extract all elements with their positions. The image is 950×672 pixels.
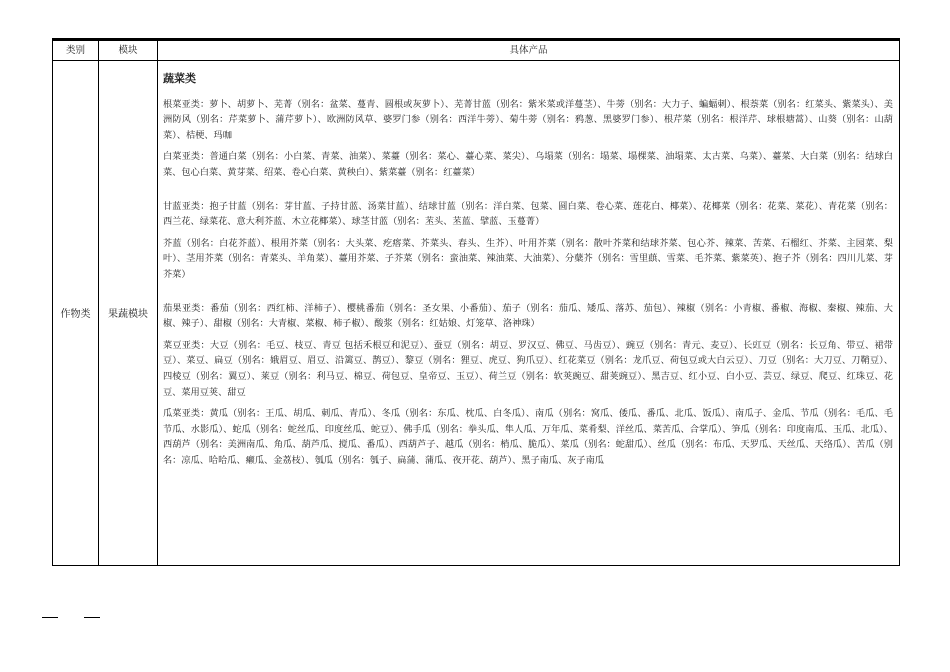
- module-cell: 果蔬模块: [108, 309, 148, 320]
- paragraph-legumes: 菜豆亚类：大豆（别名：毛豆、枝豆、青豆 包括禾根豆和泥豆）、蚕豆（别名：胡豆、罗汉豆、佛豆、马齿豆）、豌豆（别名：青元、麦豆）、长豇豆（别名：长豆角、带豆、裙带豆）、菜豆、扁豆（别名：娥眉豆、眉豆、沿篱豆、鹊豆）、黎豆（别名：狸豆、虎豆、狗爪豆）、红花菜豆（别名：龙爪豆、荷包豆或大白云豆）、刀豆（别名：大刀豆、刀鞘豆）、四棱豆（别名：翼豆）、莱豆（别名：利马豆、棉豆、荷包豆、皇帝豆、玉豆）、荷兰豆（别名：软荚豌豆、甜荚豌豆）、黑吉豆、红小豆、白小豆、芸豆、绿豆、爬豆、红珠豆、花豆、菜用豆荚、甜豆: [163, 339, 893, 398]
- footer-dash: [42, 617, 58, 618]
- paragraph-cabbage: 甘蓝亚类：抱子甘蓝（别名：芽甘蓝、子持甘蓝、汤菜甘蓝）、结球甘蓝（别名：洋白菜、包菜、圆白菜、卷心菜、莲花白、椰菜）、花椰菜（别名：花菜、菜花）、青花菜（别名：西兰花、绿菜花、意大利芥蓝、木立花椰菜）、球茎甘蓝（别名：苤头、苤蓝、擘蓝、玉蔓菁）: [163, 200, 893, 228]
- header-divider: [53, 60, 899, 61]
- footer-dash: [84, 617, 100, 618]
- products-cell: [163, 63, 893, 474]
- category-cell: 作物类: [60, 309, 91, 320]
- header-category: 类别: [65, 45, 85, 56]
- header-module: 模块: [118, 45, 138, 56]
- paragraph-root-vegetables: 根菜亚类：萝卜、胡萝卜、芜菁（别名：盆菜、蔓青、圆根或灰萝卜）、芜菁甘蓝（别名：紫米菜或洋蔓茎）、牛蒡（别名：大力子、蝙蝠刺）、根萘菜（别名：红菜头、紫菜头）、美洲防风（别名：芹菜萝卜、蒲芹萝卜）、欧洲防风草、婆罗门参（别名：西洋牛蒡）、菊牛蒡（别名：鸦葱、黑婆罗门参）、根芹菜（别名：根洋芹、球根塘蒿）、山葵（别名：山葫菜）、桔梗、玛咖: [163, 98, 893, 141]
- paragraph-mustard: 芥蓝（别名：白花芥蓝）、根用芥菜（别名：大头菜、疙瘩菜、芥菜头、春头、生芥）、叶用芥菜（别名：散叶芥菜和结球芥菜、包心芥、辣菜、苦菜、石榴红、芥菜、主园菜、梨叶）、茎用芥菜（别名：青菜头、羊角菜）、薹用芥菜、子芥菜（别名：蛮油菜、辣油菜、大油菜）、分蘖芥（别名：雪里蕻、雪菜、毛芥菜、紫菜英）、抱子芥（别名：四川儿菜、芽芥菜）: [163, 237, 893, 280]
- paragraph-chinese-cabbage: 白菜亚类：普通白菜（别名：小白菜、青菜、油菜）、菜薹（别名：菜心、薹心菜、菜尖）、乌塌菜（别名：塌菜、塌棵菜、油塌菜、太古菜、乌菜）、薹菜、大白菜（别名：结球白菜、包心白菜、黄芽菜、绍菜、卷心白菜、黄秧白）、紫菜薹（别名：红薹菜）: [163, 151, 893, 178]
- paragraph-cucurbits: 瓜菜亚类：黄瓜（别名：王瓜、胡瓜、刺瓜、青瓜）、冬瓜（别名：东瓜、枕瓜、白冬瓜）、南瓜（别名：窝瓜、倭瓜、番瓜、北瓜、饭瓜）、南瓜子、金瓜、节瓜（别名：毛瓜、毛节瓜、水影瓜）、蛇瓜（别名：蛇丝瓜、印度丝瓜、蛇豆）、佛手瓜（别名：拳头瓜、隼人瓜、万年瓜、菜肴梨、洋丝瓜、菜苦瓜、合掌瓜）、笋瓜（别名：印度南瓜、玉瓜、北瓜）、西葫芦（别名：美洲南瓜、角瓜、葫芦瓜、搅瓜、番瓜）、西葫芦子、越瓜（别名：梢瓜、脆瓜）、菜瓜（别名：蛇甜瓜）、丝瓜（别名：布瓜、天罗瓜、天丝瓜、天络瓜）、苦瓜（别名：凉瓜、哈哈瓜、癞瓜、金荔枝）、瓠瓜（别名：瓠子、扁蒲、蒲瓜、夜开花、葫芦）、黑子南瓜、灰子南瓜: [163, 408, 893, 466]
- column-divider: [157, 41, 158, 565]
- section-title: 蔬菜类: [163, 72, 196, 85]
- header-products: 具体产品: [509, 45, 548, 56]
- product-table: [52, 40, 900, 566]
- paragraph-solanaceous: 茄果亚类：番茄（别名：西红柿、洋柿子）、樱桃番茄（别名：圣女果、小番茄）、茄子（别名：茄瓜、矮瓜、落苏、茄包）、辣椒（别名：小青椒、番椒、海椒、秦椒、辣茄、大椒、辣子）、甜椒（别名：大青椒、菜椒、柿子椒）、酸浆（别名：红姑娘、灯笼草、洛神珠）: [163, 302, 893, 330]
